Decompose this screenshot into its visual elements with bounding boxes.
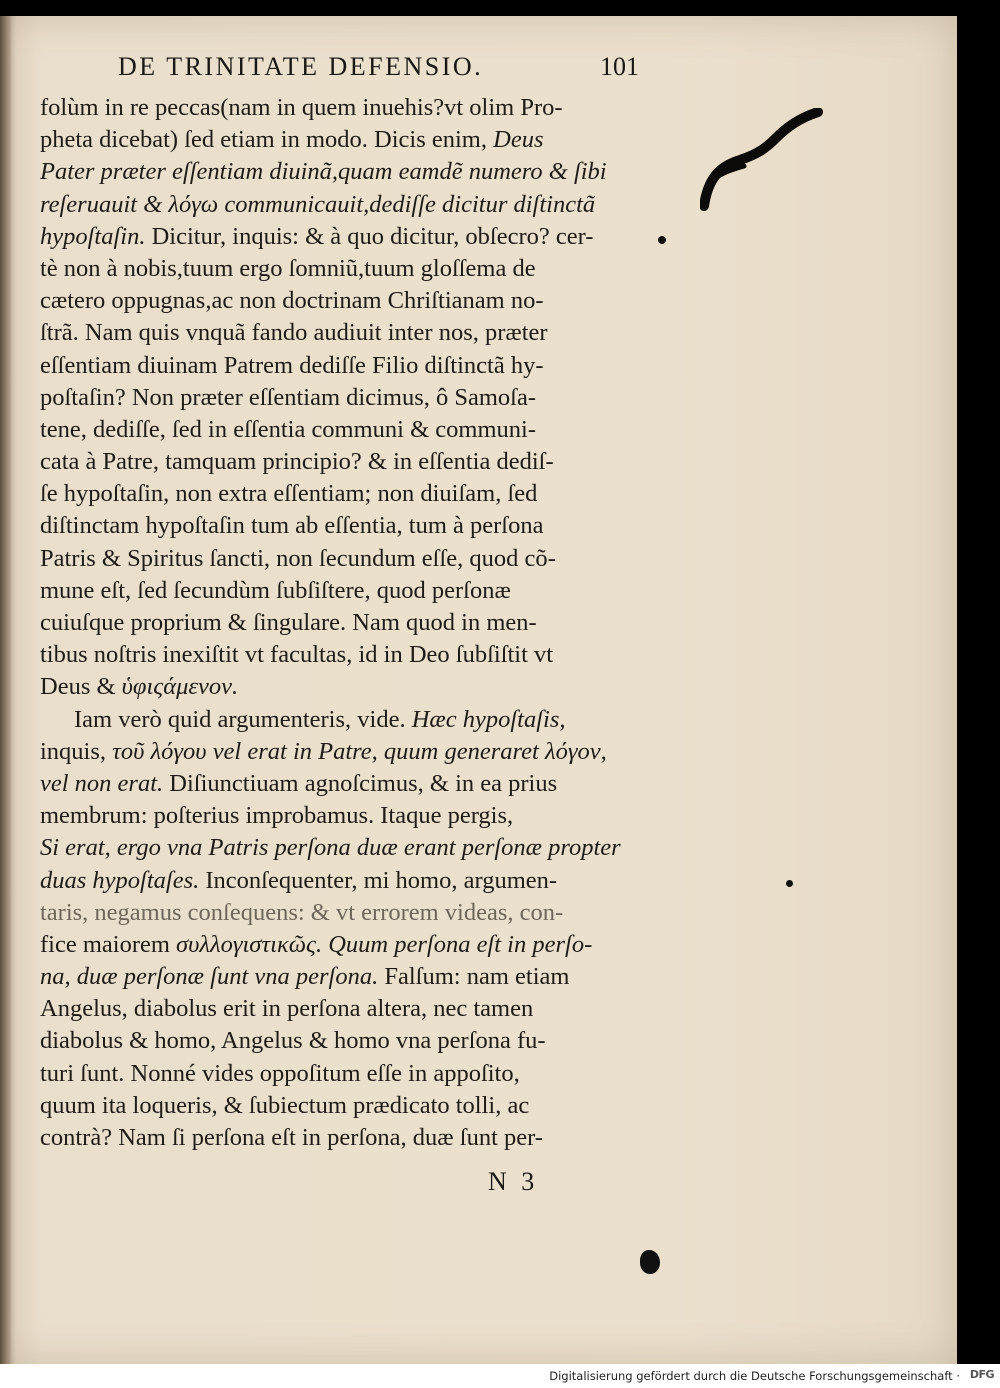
text-line: eſſentiam diuinam Patrem dediſſe Filio diſtinctã hy- xyxy=(40,351,544,379)
text-line: ſe hypoſtaſin, non extra eſſentiam; non diuiſam, ſed xyxy=(40,480,538,508)
text-line: reſeruauit & λόγω communicauit,dediſſe dicitur diſtinctã xyxy=(40,190,596,218)
text-line: tè non à nobis,tuum ergo ſomniũ,tuum gloſſema de xyxy=(40,254,536,282)
body-text xyxy=(40,92,655,1154)
text-line: fice maiorem συλλογιστικῶς. Quum perſona eſt in perſo- xyxy=(40,930,593,958)
text-line: diabolus & homo, Angelus & homo vna perſona fu- xyxy=(40,1027,546,1055)
text-line: Si erat, ergo vna Patris perſona duæ erant perſonæ propter xyxy=(40,834,621,862)
running-title: DE TRINITATE DEFENSIO. xyxy=(118,52,484,81)
ink-blot xyxy=(640,1250,660,1274)
text-line: membrum: poſterius improbamus. Itaque pergis, xyxy=(40,802,514,830)
text-line: hypoſtaſin. Dicitur, inquis: & à quo dicitur, obſecro? cer- xyxy=(40,222,594,250)
text-line: taris, negamus conſequens: & vt errorem videas, con- xyxy=(40,898,564,926)
text-line: contrà? Nam ſi perſona eſt in perſona, duæ ſunt per- xyxy=(40,1124,543,1151)
text-line: ſtrã. Nam quis vnquã fando audiuit inter nos, præter xyxy=(40,319,548,347)
dfg-logo: DFG xyxy=(969,1368,994,1381)
text-line: mune eſt, ſed ſecundùm ſubſiſtere, quod perſonæ xyxy=(40,576,511,604)
text-line: Angelus, diabolus erit in perſona altera, nec tamen xyxy=(40,995,534,1023)
text-line: na, duæ perſonæ ſunt vna perſona. Falſum: nam etiam xyxy=(40,963,570,991)
signature-mark: N 3 xyxy=(488,1167,539,1196)
text-line: cuiuſque proprium & ſingulare. Nam quod in men- xyxy=(40,609,537,636)
text-line: poſtaſin? Non præter eſſentiam dicimus, ô Samoſa- xyxy=(40,383,537,411)
ink-dot xyxy=(786,880,793,887)
text-line: tene, dediſſe, ſed in eſſentia communi & communi- xyxy=(40,415,536,443)
ink-stroke-mark xyxy=(700,108,825,213)
page-gutter xyxy=(0,16,12,1364)
ink-dot xyxy=(658,236,666,244)
text-line: cætero oppugnas,ac non doctrinam Chriſtianam no- xyxy=(40,287,544,315)
text-line: turi ſunt. Nonné vides oppoſitum eſſe in appoſito, xyxy=(40,1059,520,1087)
text-line: quum ita loqueris, & ſubiectum prædicato tolli, ac xyxy=(40,1091,530,1119)
text-line: pheta dicebat) ſed etiam in modo. Dicis enim, Deus xyxy=(40,126,544,154)
text-line: Iam verò quid argumenteris, vide. Hæc hypoſtaſis, xyxy=(74,705,566,733)
text-line: folùm in re peccas(nam in quem inuehis?vt olim Pro- xyxy=(40,94,563,121)
text-line: Deus & ὑφιςάμενον. xyxy=(40,673,239,701)
text-line: Pater præter eſſentiam diuinã,quam eamdẽ numero & ſibi xyxy=(40,158,607,186)
text-line: duas hypoſtaſes. Inconſequenter, mi homo, argumen- xyxy=(40,866,558,894)
text-line: tibus noſtris inexiſtit vt facultas, id in Deo ſubſiſtit vt xyxy=(40,641,554,669)
page-number: 101 xyxy=(600,52,639,81)
text-line: inquis, τοῦ λόγου vel erat in Patre, quum generaret λόγον, xyxy=(40,737,607,765)
running-head xyxy=(118,52,658,92)
text-line: cata à Patre, tamquam principio? & in eſſentia dediſ- xyxy=(40,448,554,476)
text-line: vel non erat. Diſiunctiuam agnoſcimus, & in ea prius xyxy=(40,769,558,797)
text-line: diſtinctam hypoſtaſin tum ab eſſentia, tum à perſona xyxy=(40,512,544,540)
funding-credit: Digitalisierung gefördert durch die Deutsche Forschungsgemeinschaft · xyxy=(549,1369,960,1383)
footer-bar xyxy=(0,1364,1000,1388)
text-line: Patris & Spiritus ſancti, non ſecundum eſſe, quod cõ- xyxy=(40,544,556,572)
